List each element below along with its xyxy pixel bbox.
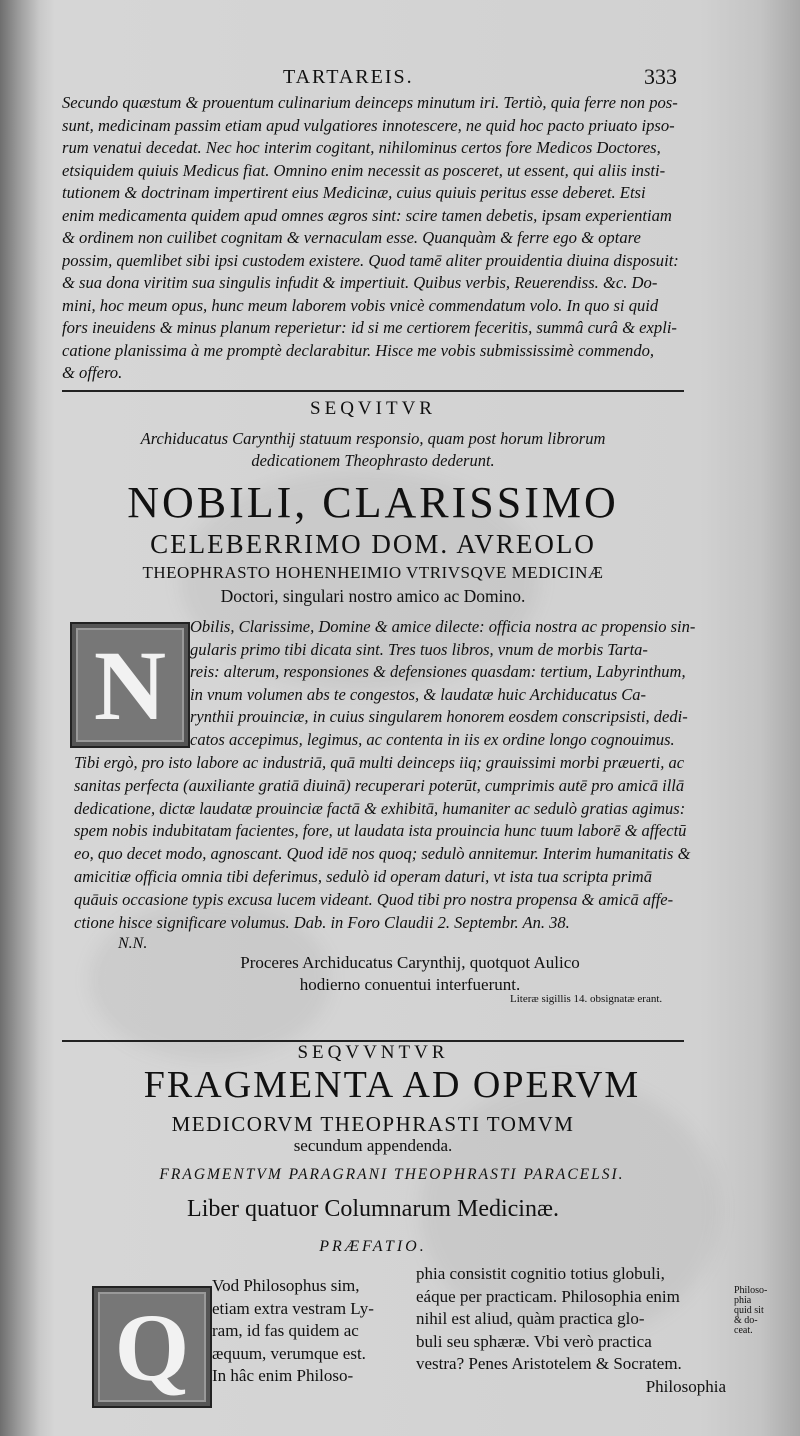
text-line: eo, quo decet modo, agnoscant. Quod idē nos quoq; sedulò annitemur. Interim humanitatis & [74, 844, 691, 864]
fragmenta-title-line2: MEDICORVM THEOPHRASTI TOMVM [171, 1112, 575, 1136]
text-line: rynthii prouinciæ, in cuius singularem honorem eosdem conscripsisti, dedi- [190, 707, 688, 727]
text-line: sanitas perfecta (auxiliante gratiā diuinā) recuperari poterūt, cumprimis autē pro amicā illā [74, 775, 685, 795]
fragmenta-title-line3: secundum appendenda. [293, 1136, 453, 1155]
text-line: buli seu sphæræ. Vbi verò practica [416, 1331, 652, 1351]
running-head: TARTAREIS. [283, 66, 414, 88]
subtitle-line: dedicationem Theophrasto dederunt. [251, 451, 495, 470]
signature-line: hodierno conuentui interfuerunt. [299, 975, 521, 994]
text-line: sunt, medicinam passim etiam apud vulgatiores innotescere, ne quid hoc pacto priuato ipso- [62, 115, 675, 135]
text-line: amicitiæ officia omnia tibi deferimus, sedulò id operam daturi, vt ista tua scripta primā [74, 866, 652, 886]
signature-lines [160, 952, 660, 996]
text-line: spem nobis indubitatam facientes, fore, ut laudata ista prouincia hunc tuum laborē & affectū [74, 821, 687, 841]
text-line: in vnum volumen abs te congestos, & laudatæ huic Archiducatus Ca- [190, 684, 646, 704]
seal-note: Literæ sigillis 14. obsignatæ erant. [510, 993, 663, 1005]
text-line: eáque per practicam. Philosophia enim [416, 1286, 680, 1306]
text-line: possim, quemlibet sibi ipsi custodem existere. Quod tamē aliter prouidentia diuina disposuit: [62, 250, 679, 270]
text-line: enim medicamenta quidem apud omnes ægros sint: scire tamen debetis, ipsam experientiam [62, 205, 672, 225]
dedication-title-line3: THEOPHRASTO HOHENHEIMIO VTRIVSQVE MEDICINÆ [142, 563, 604, 582]
fragmenta-title-line1: FRAGMENTA AD OPERVM [143, 1064, 641, 1106]
dedication-title-line1: NOBILI, CLARISSIMO [127, 478, 619, 527]
letter-body [74, 752, 714, 934]
signature-line: Proceres Archiducatus Carynthij, quotquot Aulico [240, 953, 580, 972]
text-line: æquum, verumque est. [212, 1343, 366, 1363]
text-line: phia consistit cognitio totius globuli, [416, 1264, 665, 1283]
text-line: nihil est aliud, quàm practica glo- [416, 1309, 645, 1328]
text-line: etiam extra vestram Ly- [212, 1298, 374, 1318]
text-line: quāuis occasione typis excusa lucem videant. Quod tibi pro nostra propensa & amicā affe- [74, 889, 674, 909]
text-line: reis: alterum, responsiones & defensiones quasdam: tertium, Labyrinthum, [190, 662, 686, 682]
dedication-title-line2: CELEBERRIMO DOM. AVREOLO [150, 529, 596, 559]
text-line: Philosophia [645, 1376, 726, 1396]
text-line: fors ineuidens & minus planum reperietur: id si me certiorem feceritis, summâ curâ & expli- [62, 318, 677, 337]
preface-left-column [212, 1275, 412, 1388]
section-heading-sequuntur: SEQVVNTVR [297, 1042, 449, 1063]
text-line: catione planissima à me promptè declarabitur. Hisce me vobis submississimè commendo, [62, 340, 655, 360]
preface-label: PRÆFATIO. [319, 1238, 427, 1255]
book-title: Liber quatuor Columnarum Medicinæ. [187, 1196, 559, 1222]
text-line: Vod Philosophus sim, [212, 1276, 360, 1295]
text-line: dedicatione, dictæ laudatæ prouinciæ factā & exhibitā, humaniter ac sedulò gratias agimus: [74, 798, 686, 818]
text-line: Tibi ergò, pro isto labore ac industriā, quā multi deinceps iiq; grauissimi morbi præuerti, ac [74, 753, 685, 772]
preface-right-column [416, 1263, 726, 1398]
page-number: 333 [644, 64, 677, 89]
section-subtitle [62, 428, 684, 472]
top-paragraph [62, 92, 694, 385]
fragment-title: FRAGMENTVM PARAGRANI THEOPHRASTI PARACELSI. [159, 1166, 625, 1183]
margin-note-line: phia [734, 1296, 752, 1306]
subtitle-line: Archiducatus Carynthij statuum responsio, quam post horum librorum [140, 429, 606, 448]
text-line: rum venatui decedat. Nec hoc interim cogitant, nihilominus certos fore Medicos Doctores, [62, 138, 661, 157]
text-line: & sua dona viritim sua singulis infudit & impertiuit. Quibus verbis, Reuerendiss. &c. Do- [62, 273, 658, 292]
dedication-title-line4: Doctori, singulari nostro amico ac Domino. [220, 586, 526, 606]
margin-note-line: ceat. [734, 1326, 753, 1336]
text-line: vestra? Penes Aristotelem & Socratem. [416, 1354, 682, 1373]
margin-note-line: quid sit [734, 1306, 764, 1316]
margin-note-line: Philoso- [734, 1286, 768, 1296]
text-line: & ordinem non cuilibet cognitam & vernaculam esse. Quanquàm & ferre ego & optare [62, 228, 641, 247]
decorated-initial-q: Q [92, 1286, 212, 1408]
text-line: gularis primo tibi dicata sint. Tres tuos libros, vnum de morbis Tarta- [190, 639, 648, 659]
text-line: mini, hoc meum opus, hunc meum laborem vobis vnicè commendatum volo. In quo si quid [62, 295, 659, 315]
text-line: ram, id fas quidem ac [212, 1321, 359, 1340]
text-line: catos accepimus, legimus, ac contenta in iis ex ordine longo cognouimus. [190, 729, 675, 749]
text-line: tutionem & doctrinam impertirent eius Medicinæ, cuius quiuis peritus esse deberet. Etsi [62, 183, 646, 202]
text-line: etsiquidem quiuis Medicus fiat. Omnino enim necessit as posceret, ut essent, qui aliis insti- [62, 160, 666, 180]
text-line: In hâc enim Philoso- [212, 1366, 354, 1385]
letter-indented-lines [190, 616, 700, 752]
text-line: & offero. [62, 363, 123, 382]
text-line: ctione hisce significare volumus. Dab. in Foro Claudii 2. Septembr. An. 38. [74, 912, 570, 932]
text-line: Secundo quæstum & prouentum culinarium deinceps minutum iri. Tertiò, quia ferre non pos- [62, 93, 678, 112]
margin-note [734, 1286, 767, 1336]
section-divider [62, 390, 684, 392]
section-heading-sequitur: SEQVITVR [310, 398, 436, 419]
text-line: Obilis, Clarissime, Domine & amice dilecte: officia nostra ac propensio sin- [190, 617, 696, 636]
margin-note-line: & do- [734, 1316, 758, 1326]
decorated-initial-n: N [70, 622, 190, 748]
signature-nn: N.N. [118, 935, 148, 952]
